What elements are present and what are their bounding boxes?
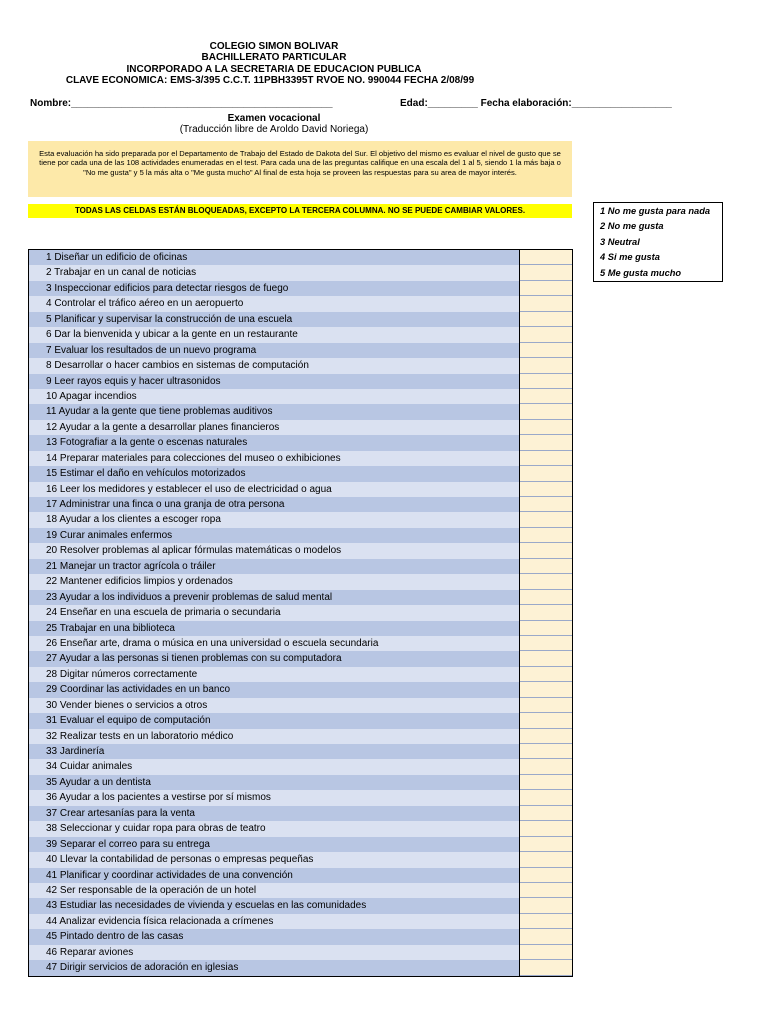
- school-codes: CLAVE ECONOMICA: EMS-3/395 C.C.T. 11PBH3395T RVOE NO. 990044 FECHA 2/08/99: [65, 75, 475, 86]
- legend-item: 2 No me gusta: [600, 221, 664, 232]
- table-row: [29, 528, 572, 543]
- table-row: [29, 466, 572, 481]
- questions-table: [28, 249, 573, 977]
- question-cell: 11 Ayudar a la gente que tiene problemas auditivos: [29, 404, 520, 419]
- table-row: [29, 497, 572, 512]
- answer-cell[interactable]: [520, 651, 572, 666]
- question-cell: 23 Ayudar a los individuos a prevenir problemas de salud mental: [29, 590, 520, 605]
- question-cell: 3 Inspeccionar edificios para detectar riesgos de fuego: [29, 281, 520, 296]
- answer-cell[interactable]: [520, 775, 572, 790]
- answer-cell[interactable]: [520, 914, 572, 929]
- answer-cell[interactable]: [520, 759, 572, 774]
- question-cell: 32 Realizar tests en un laboratorio médico: [29, 729, 520, 744]
- answer-cell[interactable]: [520, 389, 572, 404]
- table-row: [29, 358, 572, 373]
- answer-cell[interactable]: [520, 528, 572, 543]
- answer-cell[interactable]: [520, 837, 572, 852]
- question-cell: 28 Digitar números correctamente: [29, 667, 520, 682]
- answer-cell[interactable]: [520, 358, 572, 373]
- table-row: [29, 960, 572, 975]
- question-cell: 15 Estimar el daño en vehículos motorizados: [29, 466, 520, 481]
- question-cell: 25 Trabajar en una biblioteca: [29, 621, 520, 636]
- answer-cell[interactable]: [520, 451, 572, 466]
- table-row: [29, 651, 572, 666]
- answer-cell[interactable]: [520, 945, 572, 960]
- rating-legend: [593, 202, 723, 282]
- legend-item: 3 Neutral: [600, 236, 640, 247]
- question-cell: 47 Dirigir servicios de adoración en iglesias: [29, 960, 520, 975]
- table-row: [29, 790, 572, 805]
- table-row: [29, 636, 572, 651]
- locked-cells-warning: TODAS LAS CELDAS ESTÁN BLOQUEADAS, EXCEPTO LA TERCERA COLUMNA. NO SE PUEDE CAMBIAR VALORES.: [28, 204, 572, 218]
- answer-cell[interactable]: [520, 621, 572, 636]
- question-cell: 26 Enseñar arte, drama o música en una universidad o escuela secundaria: [29, 636, 520, 651]
- table-row: [29, 698, 572, 713]
- answer-cell[interactable]: [520, 404, 572, 419]
- table-row: [29, 929, 572, 944]
- table-row: [29, 327, 572, 342]
- answer-cell[interactable]: [520, 790, 572, 805]
- question-cell: 16 Leer los medidores y establecer el uso de electricidad o agua: [29, 482, 520, 497]
- question-cell: 13 Fotografiar a la gente o escenas naturales: [29, 435, 520, 450]
- table-row: [29, 250, 572, 265]
- table-row: [29, 574, 572, 589]
- question-cell: 45 Pintado dentro de las casas: [29, 929, 520, 944]
- question-cell: 6 Dar la bienvenida y ubicar a la gente en un restaurante: [29, 327, 520, 342]
- table-row: [29, 713, 572, 728]
- question-cell: 38 Seleccionar y cuidar ropa para obras de teatro: [29, 821, 520, 836]
- question-cell: 39 Separar el correo para su entrega: [29, 837, 520, 852]
- table-row: [29, 914, 572, 929]
- answer-cell[interactable]: [520, 281, 572, 296]
- table-row: [29, 590, 572, 605]
- question-cell: 10 Apagar incendios: [29, 389, 520, 404]
- table-row: [29, 420, 572, 435]
- answer-cell[interactable]: [520, 729, 572, 744]
- table-row: [29, 389, 572, 404]
- table-row: [29, 744, 572, 759]
- legend-item: 1 No me gusta para nada: [600, 206, 711, 216]
- question-cell: 27 Ayudar a las personas si tienen problemas con su computadora: [29, 651, 520, 666]
- answer-cell[interactable]: [520, 420, 572, 435]
- answer-cell[interactable]: [520, 466, 572, 481]
- answer-cell[interactable]: [520, 482, 572, 497]
- answer-cell[interactable]: [520, 744, 572, 759]
- question-cell: 7 Evaluar los resultados de un nuevo programa: [29, 343, 520, 358]
- answer-cell[interactable]: [520, 929, 572, 944]
- answer-cell[interactable]: [520, 852, 572, 867]
- table-row: [29, 621, 572, 636]
- question-cell: 36 Ayudar a los pacientes a vestirse por sí mismos: [29, 790, 520, 805]
- answer-cell[interactable]: [520, 682, 572, 697]
- answer-cell[interactable]: [520, 698, 572, 713]
- table-row: [29, 312, 572, 327]
- legend-item: 5 Me gusta mucho: [600, 267, 682, 278]
- school-incorporation: INCORPORADO A LA SECRETARIA DE EDUCACION PUBLICA: [126, 64, 422, 75]
- answer-cell[interactable]: [520, 713, 572, 728]
- question-cell: 2 Trabajar en un canal de noticias: [29, 265, 520, 280]
- question-cell: 37 Crear artesanías para la venta: [29, 806, 520, 821]
- table-row: [29, 296, 572, 311]
- table-row: [29, 729, 572, 744]
- table-row: [29, 868, 572, 883]
- answer-cell[interactable]: [520, 327, 572, 342]
- question-cell: 42 Ser responsable de la operación de un hotel: [29, 883, 520, 898]
- question-cell: 30 Vender bienes o servicios a otros: [29, 698, 520, 713]
- school-name: COLEGIO SIMON BOLIVAR: [209, 41, 339, 52]
- answer-cell[interactable]: [520, 590, 572, 605]
- question-cell: 5 Planificar y supervisar la construcción de una escuela: [29, 312, 520, 327]
- table-row: [29, 451, 572, 466]
- answer-cell[interactable]: [520, 543, 572, 558]
- table-row: [29, 883, 572, 898]
- answer-cell[interactable]: [520, 497, 572, 512]
- school-level: BACHILLERATO PARTICULAR: [201, 52, 347, 63]
- intro-text: Esta evaluación ha sido preparada por el Departamento de Trabajo del Estado de Dakota del Sur. El objetivo del mismo es evaluar el nivel de gusto que se tiene por cada una de las 108 actividades enumeradas en el test. Para cada una de las preguntas califique en una escala del 1 al 5, siendo 1 la más baja o "No me gusta" y 5 la más alta o "Me gusta mucho" Al final de esta hoja se proveen las respuestas para su area de mayor interés.: [28, 141, 572, 197]
- table-row: [29, 343, 572, 358]
- answer-cell[interactable]: [520, 250, 572, 265]
- table-row: [29, 281, 572, 296]
- table-row: [29, 543, 572, 558]
- table-row: [29, 559, 572, 574]
- legend-item: 4 Si me gusta: [600, 252, 660, 263]
- answer-cell[interactable]: [520, 821, 572, 836]
- table-row: [29, 404, 572, 419]
- question-cell: 44 Analizar evidencia física relacionada a crímenes: [29, 914, 520, 929]
- answer-cell[interactable]: [520, 636, 572, 651]
- table-row: [29, 852, 572, 867]
- question-cell: 21 Manejar un tractor agrícola o tráiler: [29, 559, 520, 574]
- question-cell: 12 Ayudar a la gente a desarrollar planes financieros: [29, 420, 520, 435]
- table-row: [29, 775, 572, 790]
- answer-cell[interactable]: [520, 312, 572, 327]
- answer-cell[interactable]: [520, 512, 572, 527]
- table-row: [29, 435, 572, 450]
- table-row: [29, 605, 572, 620]
- question-cell: 31 Evaluar el equipo de computación: [29, 713, 520, 728]
- answer-cell[interactable]: [520, 868, 572, 883]
- table-row: [29, 512, 572, 527]
- answer-cell[interactable]: [520, 806, 572, 821]
- table-row: [29, 945, 572, 960]
- table-row: [29, 667, 572, 682]
- table-row: [29, 682, 572, 697]
- answer-cell[interactable]: [520, 883, 572, 898]
- question-cell: 46 Reparar aviones: [29, 945, 520, 960]
- name-field[interactable]: Nombre:_______________________________________________: [30, 98, 333, 109]
- answer-cell[interactable]: [520, 265, 572, 280]
- exam-subtitle: (Traducción libre de Aroldo David Noriega): [179, 124, 369, 135]
- table-row: [29, 759, 572, 774]
- question-cell: 18 Ayudar a los clientes a escoger ropa: [29, 512, 520, 527]
- question-cell: 41 Planificar y coordinar actividades de una convención: [29, 868, 520, 883]
- table-row: [29, 837, 572, 852]
- answer-cell[interactable]: [520, 296, 572, 311]
- question-cell: 9 Leer rayos equis y hacer ultrasonidos: [29, 374, 520, 389]
- answer-cell[interactable]: [520, 343, 572, 358]
- question-cell: 17 Administrar una finca o una granja de otra persona: [29, 497, 520, 512]
- question-cell: 1 Diseñar un edificio de oficinas: [29, 250, 520, 265]
- answer-cell[interactable]: [520, 559, 572, 574]
- question-cell: 34 Cuidar animales: [29, 759, 520, 774]
- table-row: [29, 821, 572, 836]
- question-cell: 33 Jardinería: [29, 744, 520, 759]
- question-cell: 24 Enseñar en una escuela de primaria o secundaria: [29, 605, 520, 620]
- question-cell: 35 Ayudar a un dentista: [29, 775, 520, 790]
- question-cell: 4 Controlar el tráfico aéreo en un aeropuerto: [29, 296, 520, 311]
- question-cell: 20 Resolver problemas al aplicar fórmulas matemáticas o modelos: [29, 543, 520, 558]
- question-cell: 22 Mantener edificios limpios y ordenados: [29, 574, 520, 589]
- question-cell: 14 Preparar materiales para colecciones del museo o exhibiciones: [29, 451, 520, 466]
- table-row: [29, 482, 572, 497]
- table-row: [29, 374, 572, 389]
- answer-cell[interactable]: [520, 898, 572, 913]
- table-row: [29, 265, 572, 280]
- table-row: [29, 806, 572, 821]
- answer-cell[interactable]: [520, 374, 572, 389]
- answer-cell[interactable]: [520, 605, 572, 620]
- question-cell: 29 Coordinar las actividades en un banco: [29, 682, 520, 697]
- question-cell: 8 Desarrollar o hacer cambios en sistemas de computación: [29, 358, 520, 373]
- answer-cell[interactable]: [520, 435, 572, 450]
- answer-cell[interactable]: [520, 667, 572, 682]
- age-date-field[interactable]: Edad:_________ Fecha elaboración:__________________: [400, 98, 672, 109]
- table-row: [29, 898, 572, 913]
- answer-cell[interactable]: [520, 960, 572, 975]
- question-cell: 19 Curar animales enfermos: [29, 528, 520, 543]
- answer-cell[interactable]: [520, 574, 572, 589]
- question-cell: 43 Estudiar las necesidades de vivienda y escuelas en las comunidades: [29, 898, 520, 913]
- exam-title: Examen vocacional: [227, 113, 321, 124]
- question-cell: 40 Llevar la contabilidad de personas o empresas pequeñas: [29, 852, 520, 867]
